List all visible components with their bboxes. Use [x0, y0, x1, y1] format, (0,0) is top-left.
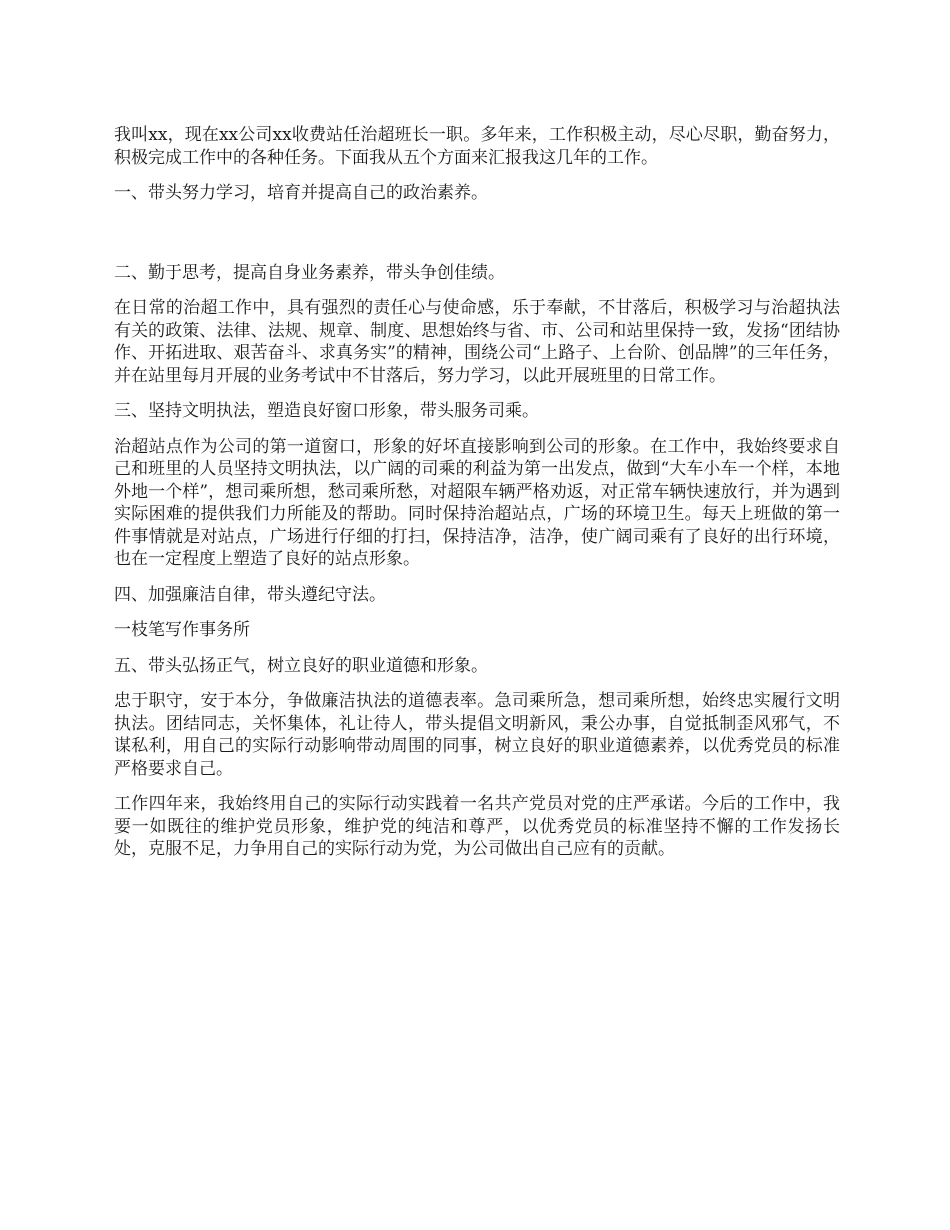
section-body-2: 在日常的治超工作中，具有强烈的责任心与使命感，乐于奉献，不甘落后，积极学习与治超执法有关的政策、法律、法规、规章、制度、思想始终与省、市、公司和站里保持一致，发扬“团结协作、开拓进取、艰苦奋斗、求真务实”的精神，围绕公司“上路子、上台阶、创品牌”的三年任务，并在站里每月开展的业务考试中不甘落后，努力学习，以此开展班里的日常工作。 — [114, 298, 840, 386]
watermark-line: 一枝笔写作事务所 — [114, 620, 250, 640]
intro-paragraph: 我叫xx，现在xx公司xx收费站任治超班长一职。多年来，工作积极主动，尽心尽职，勤奋努力，积极完成工作中的各种任务。下面我从五个方面来汇报我这几年的工作。 — [114, 125, 840, 168]
section-heading-4: 四、加强廉洁自律，带头遵纪守法。 — [114, 584, 386, 605]
section-heading-5: 五、带头弘扬正气，树立良好的职业道德和形象。 — [114, 655, 488, 676]
blank-gap — [114, 218, 840, 262]
section-heading-1: 一、带头努力学习，培育并提高自己的政治素养。 — [114, 183, 488, 203]
closing-paragraph: 工作四年来，我始终用自己的实际行动实践着一名共产党员对党的庄严承诺。今后的工作中，我要一如既往的维护党员形象，维护党的纯洁和尊严，以优秀党员的标准坚持不懈的工作发扬长处，克服不足，力争用自己的实际行动为党，为公司做出自己应有的贡献。 — [114, 794, 840, 859]
section-heading-2: 二、勤于思考，提高自身业务素养，带头争创佳绩。 — [114, 262, 505, 283]
section-heading-3: 三、坚持文明执法，塑造良好窗口形象，带头服务司乘。 — [114, 401, 539, 421]
section-body-3: 治超站点作为公司的第一道窗口，形象的好坏直接影响到公司的形象。在工作中，我始终要求自己和班里的人员坚持文明执法，以广阔的司乘的利益为第一出发点，做到“大车小车一个样，本地外地一个样”，想司乘所想，愁司乘所愁，对超限车辆严格劝返，对正常车辆快速放行，并为遇到实际困难的提供我们力所能及的帮助。同时保持治超站点，广场的环境卫生。每天上班做的第一件事情就是对站点，广场进行仔细的打扫，保持洁净，洁净，使广阔司乘有了良好的出行环境，也在一定程度上塑造了良好的站点形象。 — [114, 436, 840, 569]
section-body-5: 忠于职守，安于本分，争做廉洁执法的道德表率。急司乘所急，想司乘所想，始终忠实履行文明执法。团结同志，关怀集体，礼让待人，带头提倡文明新风，秉公办事，自觉抵制歪风邪气，不谋私利，用自己的实际行动影响带动周围的同事，树立良好的职业道德素养，以优秀党员的标准严格要求自己。 — [114, 691, 840, 779]
document-body — [114, 124, 840, 874]
